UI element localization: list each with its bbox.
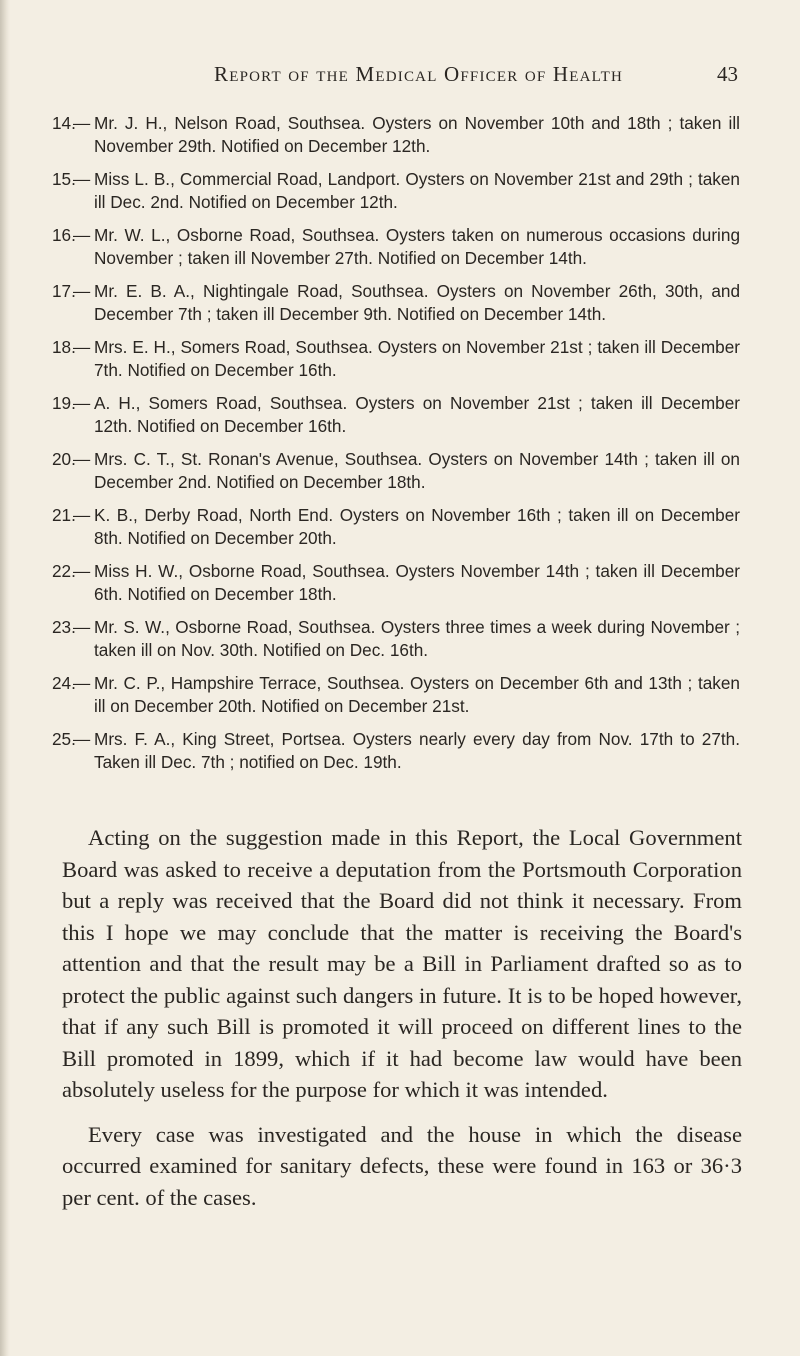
em-dash: —	[73, 729, 91, 749]
case-number: 25.	[52, 729, 76, 749]
case-entry	[0, 672, 800, 718]
case-entry	[0, 224, 800, 270]
case-number: 19.	[52, 393, 76, 413]
case-text: Mr. C. P., Hampshire Terrace, Southsea. Oysters on December 6th and 13th ; taken ill on December 20th. Notified on December 21st.	[94, 673, 740, 716]
case-number: 18.	[52, 337, 76, 357]
running-header	[0, 62, 800, 92]
case-number: 15.	[52, 169, 76, 189]
running-title: Report of the Medical Officer of Health	[214, 62, 624, 86]
case-text: Mr. E. B. A., Nightingale Road, Southsea. Oysters on November 26th, 30th, and December 7th ; taken ill December 9th. Notified on December 14th.	[94, 281, 740, 324]
case-text: Miss H. W., Osborne Road, Southsea. Oysters November 14th ; taken ill December 6th. Notified on December 18th.	[94, 561, 740, 604]
body-text	[62, 822, 742, 1226]
case-number: 23.	[52, 617, 76, 637]
case-entry	[0, 504, 800, 550]
em-dash: —	[73, 673, 91, 693]
em-dash: —	[73, 561, 91, 581]
em-dash: —	[73, 281, 91, 301]
case-text: Mr. S. W., Osborne Road, Southsea. Oysters three times a week during November ; taken ill on Nov. 30th. Notified on Dec. 16th.	[94, 617, 740, 660]
case-number: 24.	[52, 673, 76, 693]
case-text: Miss L. B., Commercial Road, Landport. Oysters on November 21st and 29th ; taken ill Dec. 2nd. Notified on December 12th.	[94, 169, 740, 212]
case-number: 17.	[52, 281, 76, 301]
case-list	[0, 112, 800, 784]
case-text: A. H., Somers Road, Southsea. Oysters on November 21st ; taken ill December 12th. Notified on December 16th.	[94, 393, 740, 436]
case-text: Mrs. E. H., Somers Road, Southsea. Oysters on November 21st ; taken ill December 7th. Notified on December 16th.	[94, 337, 740, 380]
case-text: K. B., Derby Road, North End. Oysters on November 16th ; taken ill on December 8th. Notified on December 20th.	[94, 505, 740, 548]
case-text: Mr. J. H., Nelson Road, Southsea. Oysters on November 10th and 18th ; taken ill November 29th. Notified on December 12th.	[94, 113, 740, 156]
case-text: Mr. W. L., Osborne Road, Southsea. Oysters taken on numerous occasions during November ; taken ill November 27th. Notified on December 14th.	[94, 225, 740, 268]
case-entry	[0, 616, 800, 662]
case-number: 16.	[52, 225, 76, 245]
case-entry	[0, 728, 800, 774]
em-dash: —	[73, 449, 91, 469]
em-dash: —	[73, 617, 91, 637]
case-entry	[0, 168, 800, 214]
page-number: 43	[717, 62, 738, 86]
case-number: 21.	[52, 505, 76, 525]
em-dash: —	[73, 505, 91, 525]
case-entry	[0, 448, 800, 494]
case-entry	[0, 336, 800, 382]
case-text: Mrs. C. T., St. Ronan's Avenue, Southsea. Oysters on November 14th ; taken ill on December 2nd. Notified on December 18th.	[94, 449, 740, 492]
case-number: 20.	[52, 449, 76, 469]
case-entry	[0, 560, 800, 606]
em-dash: —	[73, 169, 91, 189]
case-entry	[0, 280, 800, 326]
case-number: 14.	[52, 113, 76, 133]
paragraph-deputation: Acting on the suggestion made in this Report, the Local Government Board was asked to receive a deputation from the Portsmouth Corporation but a reply was received that the Board did not think it necessary. From this I hope we may conclude that the matter is receiving the Board's attention and that the result may be a Bill in Parliament drafted so as to protect the public against such dangers in future. It is to be hoped however, that if any such Bill is promoted it will proceed on different lines to the Bill promoted in 1899, which if it had become law would have been absolutely useless for the purpose for which it was intended.	[62, 825, 742, 1102]
em-dash: —	[73, 113, 91, 133]
case-entry	[0, 112, 800, 158]
case-text: Mrs. F. A., King Street, Portsea. Oysters nearly every day from Nov. 17th to 27th. Taken ill Dec. 7th ; notified on Dec. 19th.	[94, 729, 740, 772]
em-dash: —	[73, 393, 91, 413]
em-dash: —	[73, 225, 91, 245]
case-number: 22.	[52, 561, 76, 581]
em-dash: —	[73, 337, 91, 357]
paragraph-investigation: Every case was investigated and the house in which the disease occurred examined for sanitary defects, these were found in 163 or 36·3 per cent. of the cases.	[62, 1121, 742, 1210]
case-entry	[0, 392, 800, 438]
